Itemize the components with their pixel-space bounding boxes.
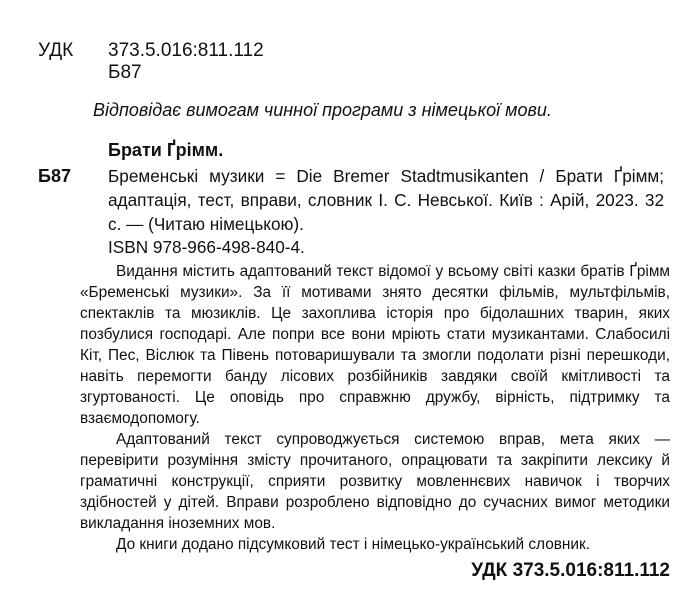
annotation-paragraph: Видання містить адаптований текст відомої у всьому світі казки братів Ґрімм «Бременські музики». За її мотивами знято десятки фільмів, мультфільмів, спектаклів та мюзиклів. Це захоплива історія про бідолашних тварин, яких позбулися господарі. Але попри все вони мріють стати музикантами. Слабосилі Кіт, Пес, Віслюк та Півень потоваришували та змогли подолати різні перешкоди, навіть перемогти банду лісових розбійників завдяки своїй кмітливості та згуртованості. Це оповідь про справжню дружбу, вірність, підтримку та взаємодопомогу. <box>80 263 670 427</box>
annotation-paragraph: До книги додано підсумковий тест і німецько-український словник. <box>116 536 591 553</box>
annotation <box>80 261 670 555</box>
isbn: ISBN 978-966-498-840-4. <box>108 237 305 257</box>
author-mark-left: Б87 <box>38 166 71 186</box>
udk-footer: УДК 373.5.016:811.112 <box>471 560 670 581</box>
udk-label: УДК <box>38 40 74 61</box>
annotation-paragraph: Адаптований текст супроводжується системою вправ, мета яких — перевірити розуміння змісту прочитаного, опрацювати та закріпити лексику й граматичні конструкції, сприяти розвитку мовленнєвих навичок і творчих здібностей у дітей. Вправи розроблено відповідно до сучасних вимог методики викладання іноземних мов. <box>80 431 670 532</box>
author-heading: Брати Ґрімм. <box>108 140 224 160</box>
author-mark: Б87 <box>108 62 142 83</box>
udk-code: 373.5.016:811.112 <box>108 40 264 61</box>
bibliographic-description: Бременські музики = Die Bremer Stadtmusikanten / Брати Ґрімм; адаптація, тест, вправи, словник І. С. Невської. Київ : Арій, 2023. 32 с. — (Читаю німецькою). <box>108 166 664 234</box>
compliance-note: Відповідає вимогам чинної програми з німецької мови. <box>93 100 552 120</box>
